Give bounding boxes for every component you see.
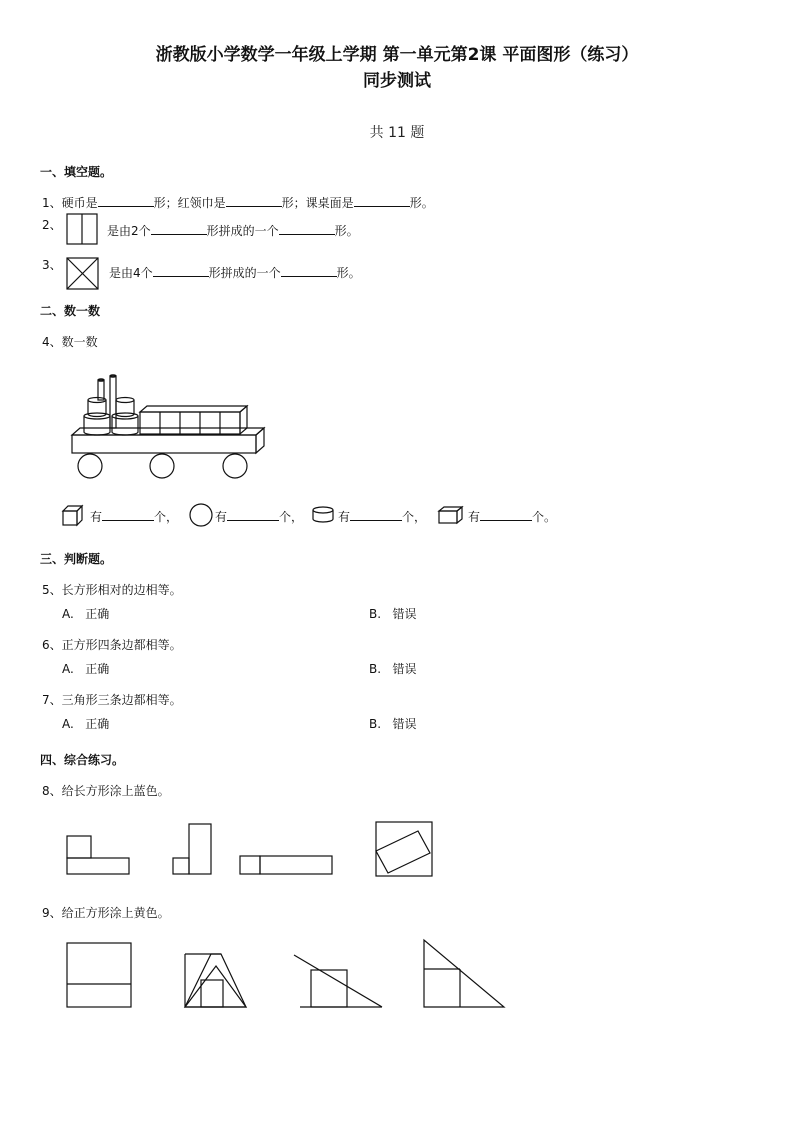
answer-blank[interactable] bbox=[153, 264, 209, 277]
question-1: 1、硬币是 形；红领巾是 形；课桌面是 形。 bbox=[42, 196, 434, 210]
section-practice: 四、综合练习。 bbox=[40, 753, 125, 767]
option-b[interactable]: B. 错误 bbox=[369, 717, 417, 731]
answer-blank[interactable] bbox=[151, 222, 207, 235]
circle-icon bbox=[189, 503, 213, 527]
answer-blank[interactable] bbox=[226, 194, 282, 207]
option-a[interactable]: A. 正确 bbox=[62, 607, 110, 621]
answer-blank[interactable] bbox=[227, 508, 279, 521]
question-count: 共 11 题 bbox=[369, 125, 425, 141]
question-3-number: 3、 bbox=[42, 258, 62, 272]
section-count: 二、数一数 bbox=[40, 304, 101, 318]
section-fill-blank: 一、填空题。 bbox=[40, 165, 113, 179]
question-number: 7、 bbox=[42, 693, 62, 707]
square-with-diagonals-figure bbox=[66, 257, 99, 290]
split-rectangle-figure bbox=[66, 213, 98, 245]
answer-blank[interactable] bbox=[279, 222, 335, 235]
option-b[interactable]: B. 错误 bbox=[369, 662, 417, 676]
answer-blank[interactable] bbox=[281, 264, 337, 277]
question-number: 4、 bbox=[42, 335, 62, 349]
option-a[interactable]: A. 正确 bbox=[62, 717, 110, 731]
count-circle: 有 个， bbox=[215, 510, 304, 524]
question-number: 8、 bbox=[42, 784, 62, 798]
section-judge: 三、判断题。 bbox=[40, 552, 113, 566]
rectangle-coloring-figures[interactable] bbox=[66, 820, 446, 880]
question-3: 是由4个 形拼成的一个 形。 bbox=[109, 266, 361, 280]
cube-icon bbox=[62, 505, 84, 527]
question-4: 4、数一数 bbox=[42, 335, 98, 349]
block-train-figure bbox=[70, 372, 270, 484]
question-number: 1、 bbox=[42, 196, 62, 210]
option-a[interactable]: A. 正确 bbox=[62, 662, 110, 676]
question-8: 8、给长方形涂上蓝色。 bbox=[42, 784, 170, 798]
question-2: 是由2个 形拼成的一个 形。 bbox=[107, 224, 359, 238]
count-cylinder: 有 个， bbox=[338, 510, 427, 524]
question-9: 9、给正方形涂上黄色。 bbox=[42, 906, 170, 920]
answer-blank[interactable] bbox=[354, 194, 410, 207]
answer-blank[interactable] bbox=[102, 508, 154, 521]
square-coloring-figures[interactable] bbox=[66, 936, 512, 1012]
page-subtitle: 同步测试 bbox=[363, 71, 431, 91]
question-6: 6、正方形四条边都相等。 bbox=[42, 638, 182, 652]
page-title: 浙教版小学数学一年级上学期 第一单元第2课 平面图形（练习） bbox=[155, 45, 639, 65]
count-cube: 有 个， bbox=[90, 510, 179, 524]
answer-blank[interactable] bbox=[350, 508, 402, 521]
question-5: 5、长方形相对的边相等。 bbox=[42, 583, 182, 597]
question-7: 7、三角形三条边都相等。 bbox=[42, 693, 182, 707]
count-cuboid: 有 个。 bbox=[468, 510, 557, 524]
answer-blank[interactable] bbox=[98, 194, 154, 207]
question-number: 6、 bbox=[42, 638, 62, 652]
answer-blank[interactable] bbox=[480, 508, 532, 521]
question-2-number: 2、 bbox=[42, 218, 62, 232]
cuboid-icon bbox=[438, 506, 464, 524]
option-b[interactable]: B. 错误 bbox=[369, 607, 417, 621]
cylinder-icon bbox=[312, 506, 334, 524]
question-number: 5、 bbox=[42, 583, 62, 597]
question-number: 9、 bbox=[42, 906, 62, 920]
